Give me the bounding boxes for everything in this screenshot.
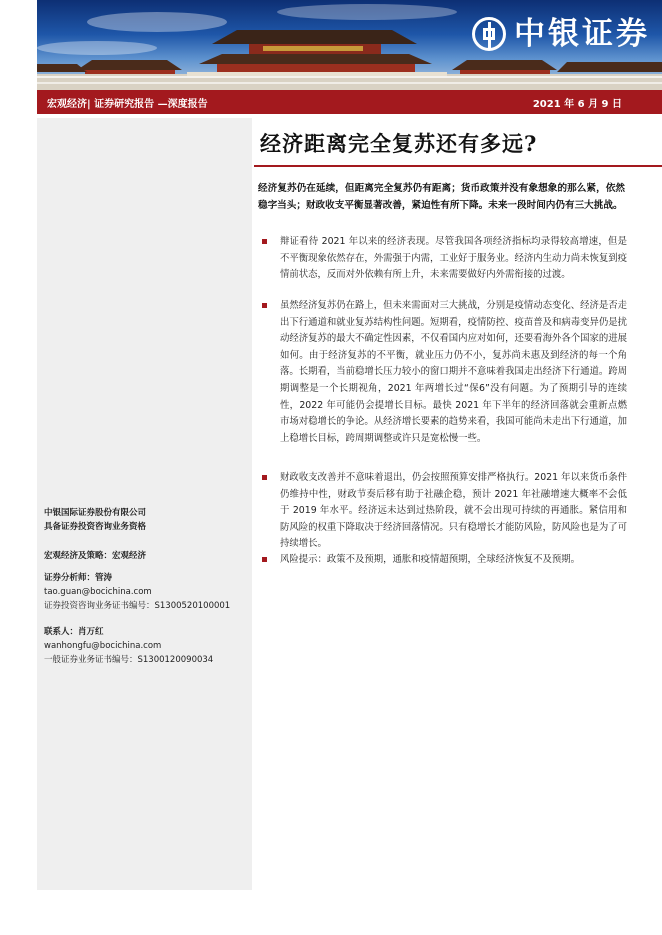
header-banner [37, 0, 662, 90]
company-name: 中银国际证券股份有限公司 [44, 508, 147, 518]
list-item [262, 298, 627, 447]
report-date: 2021 年 6 月 9 日 [532, 99, 622, 110]
list-item [262, 470, 627, 553]
logo-text: 中银证券 [514, 16, 650, 52]
bullet-square-icon [262, 475, 267, 480]
bullet-text: 财政收支改善并不意味着退出，仍会按照预算安排严格执行。2021 年以来货币条件仍维持中性，财政节奏后移有助于社融企稳，预计 2021 年社融增速大概率不会低于 2019 年水平。经济远未达到过热阶段，就不会出现可持续的再通胀。紧信用和防风险的权重下降取决于经济回落情况。只有稳增长才能防风险，防风险也是为了可持续增长。 [280, 472, 627, 550]
contact-cert: 一般证券业务证书编号：S1300120090034 [44, 655, 214, 665]
sidebar [37, 118, 252, 890]
sector: 宏观经济及策略：宏观经济 [44, 551, 147, 561]
title-divider [254, 165, 662, 167]
analyst-label: 证券分析师：管涛 [44, 573, 113, 583]
contact-email: wanhongfu@bocichina.com [44, 641, 162, 651]
analyst-cert: 证券投资咨询业务证书编号：S1300520100001 [44, 601, 231, 611]
bullet-square-icon [262, 303, 267, 308]
report-category: 宏观经济| 证券研究报告 —深度报告 [47, 99, 208, 110]
bullet-square-icon [262, 239, 267, 244]
qualification: 具备证券投资咨询业务资格 [44, 522, 147, 532]
bullet-text: 风险提示：政策不及预期，通胀和疫情超预期，全球经济恢复不及预期。 [280, 554, 581, 565]
report-info-bar [37, 90, 662, 114]
analyst-email: tao.guan@bocichina.com [44, 587, 152, 597]
summary-paragraph: 经济复苏仍在延续，但距离完全复苏仍有距离；货币政策并没有象想象的那么紧，依然稳字当头；财政收支平衡显著改善，紧迫性有所下降。未来一段时间内仍有三大挑战。 [258, 183, 625, 211]
bullet-square-icon [262, 557, 267, 562]
contact-label: 联系人：肖万红 [44, 627, 104, 637]
bullet-text: 辩证看待 2021 年以来的经济表现。尽管我国各项经济指标均录得较高增速，但是不平衡现象依然存在，外需强于内需，工业好于服务业。经济内生动力尚未恢复到疫情前状态，反而对外依赖有所上升，未来需要做好内外需衔接的过渡。 [280, 236, 627, 281]
boc-logo-icon [472, 17, 506, 51]
report-title: 经济距离完全复苏还有多远? [260, 131, 538, 156]
bullet-text: 虽然经济复苏仍在路上，但未来需面对三大挑战，分别是疫情动态变化、经济是否走出下行通道和就业复苏结构性问题。短期看，疫情防控、疫苗普及和病毒变异仍是扰动经济复苏的最大不确定性因素，不仅看国内应对如何，还要看海外各个国家的进展如何。由于经济复苏的不平衡，就业压力仍不小，复苏尚未惠及到经济的每一个角落。长期看，当前稳增长压力较小的窗口期并不意味着我国走出经济下行通道。跨周期调整是一个长期视角，2021 年两增长过“保6”没有问题。为了预期引导的连续性，2022 年可能仍会提增长目标。最快 2021 年下半年的经济回落就会重新点燃市场对稳增长的争论。从经济增长要素的趋势来看，我国可能尚未走出下行通道，加上稳增长目标，跨周期调整或许只是宽松慢一些。 [280, 300, 627, 444]
list-item [262, 552, 627, 569]
broker-logo [472, 14, 650, 54]
list-item [262, 234, 627, 284]
